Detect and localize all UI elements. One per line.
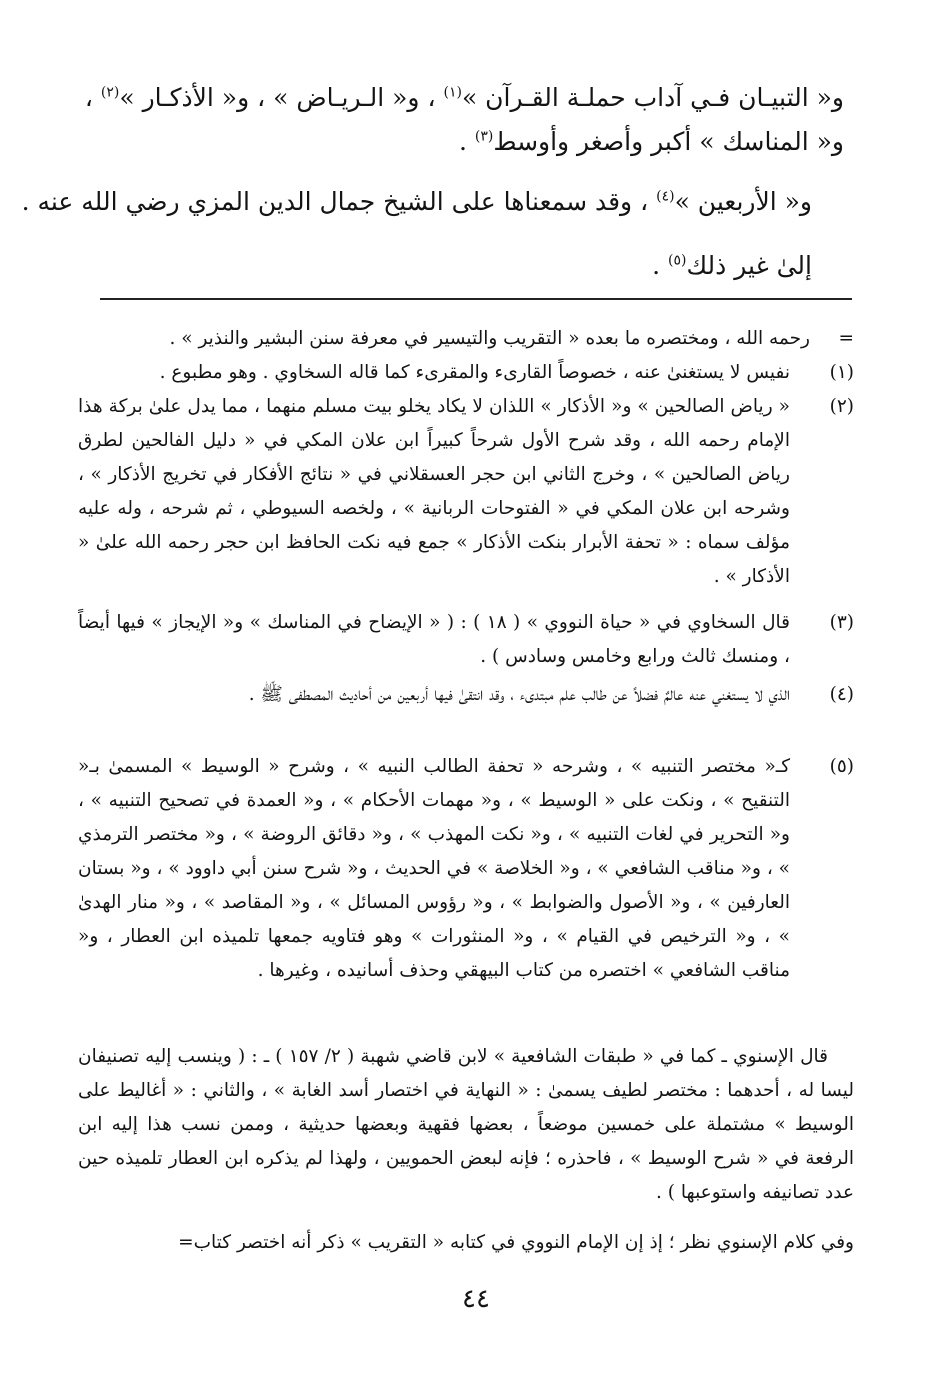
footnote-ref[interactable]: (٣) [474, 128, 494, 145]
footnote-number: = [838, 328, 854, 349]
main-text-segment: . [652, 251, 668, 280]
footnote-paragraph-continued: وفي كلام الإسنوي نظر ؛ إذ إن الإمام النووي في كتابه « التقريب » ذكر أنه اختصر كتاب= [178, 1232, 854, 1253]
footnote-number: (٤) [829, 684, 854, 705]
footnote-number: (٢) [829, 396, 854, 417]
footnote-ref[interactable]: (٢) [100, 84, 120, 101]
main-text-line-2 [100, 120, 844, 164]
main-text-segment: و« التبيـان فـي آداب حملـة القـرآن » [461, 83, 844, 112]
footnote-text: قال السخاوي في « حياة النووي » ( ١٨ ) : ( « الإيضاح في المناسك » و« الإيجاز » فيها أيضاً ، ومنسك ثالث ورابع وخامس وسادس ) . [78, 612, 790, 667]
footnote-text: رحمه الله ، ومختصره ما بعده « التقريب والتيسير في معرفة سنن البشير والنذير » . [169, 328, 810, 349]
footnote-ref[interactable]: (٥) [668, 252, 687, 269]
main-text-segment: . [458, 127, 475, 156]
main-text-segment: و« المناسك » أكبر وأصغر وأوسط [493, 127, 844, 156]
footnote-paragraph: قال الإسنوي ـ كما في « طبقات الشافعية » لابن قاضي شهبة ( ٢/ ١٥٧ ) ـ : ( وينسب إليه تصنيفان ليسا له ، أحدهما : مختصر لطيف يسمىٰ : « النهاية في اختصار أسد الغابة » ، والثاني : « أغاليط على الوسيط » مشتملة على خمسين موضعاً ، بعضها فقهية وبعضها حديثية ، وممن نسب هذا إليه ابن الرفعة في « شرح الوسيط » ، فاحذره ؛ فإنه لبعض الحمويين ، ولهذا لم يذكره ابن العطار تلميذه حين عدد تصانيفه واستوعبها ) . [78, 1046, 854, 1203]
page-number: ٤٤ [462, 1284, 490, 1314]
footnote-text: الذي لا يستغني عنه عالمٌ فضلاً عن طالب علم مبتدىء ، وقد انتقىٰ فيها أربعين من أحاديث المصطفى ﷺ . [248, 684, 790, 705]
footnote-text: كـ« مختصر التنبيه » ، وشرحه « تحفة الطالب النبيه » ، وشرح « الوسيط » المسمىٰ بـ« التنقيح » ، ونكت على « الوسيط » ، و« مهمات الأحكام » ، و« العمدة في تصحيح التنبيه » ، و« التحرير في لغات التنبيه » ، و« نكت المهذب » ، و« دقائق الروضة » ، و« مختصر الترمذي » ، و« مناقب الشافعي » ، و« الخلاصة » في الحديث ، و« شرح سنن أبي داوود » ، و« بستان العارفين » ، و« الأصول والضوابط » ، و« رؤوس المسائل » ، و« المقاصد » ، و« منار الهدىٰ » ، و« الترخيص في القيام » ، و« المنثورات » وهو فتاويه جمعها تلميذه ابن العطار ، و« مناقب الشافعي » اختصره من كتاب البيهقي وحذف أسانيده ، وغيرها . [78, 756, 790, 981]
footnote-separator [100, 298, 852, 300]
main-text-segment: و« الأربعين » [674, 187, 812, 216]
main-text-segment: ، [84, 83, 101, 112]
main-text-segment: ، وقد سمعناها على الشيخ جمال الدين المزي رضي الله عنه . [21, 187, 657, 216]
footnote-ref[interactable]: (١) [443, 84, 462, 101]
main-text-line-1 [84, 76, 844, 120]
main-text-segment: ، و« الـريـاض » ، و« الأذكـار » [119, 83, 444, 112]
footnote-number: (٥) [829, 756, 854, 777]
footnote-text: نفيس لا يستغنىٰ عنه ، خصوصاً القارىء والمقرىء كما قاله السخاوي . وهو مطبوع . [159, 362, 790, 383]
footnote-number: (١) [829, 362, 854, 383]
main-text-line-3 [21, 180, 812, 224]
footnote-number: (٣) [829, 612, 854, 633]
footnote-text: « رياض الصالحين » و« الأذكار » اللذان لا يكاد يخلو بيت مسلم منهما ، مما يدل علىٰ بركة هذا الإمام رحمه الله ، وقد شرح الأول شرحاً كبيراً ابن علان المكي في « دليل الفالحين لطرق رياض الصالحين » ، وخرج الثاني ابن حجر العسقلاني في « نتائج الأفكار في تخريج الأذكار » ، وشرحه ابن علان المكي في « الفتوحات الربانية » ، ولخصه السيوطي ، ثم شرحه ، وله عليه مؤلف سماه : « تحفة الأبرار بنكت الأذكار » جمع فيه نكت الحافظ ابن حجر رحمه الله علىٰ « الأذكار » . [78, 396, 790, 587]
footnote-ref[interactable]: (٤) [656, 188, 675, 205]
main-text-line-4 [100, 244, 812, 288]
main-text-segment: إلىٰ غير ذلك [686, 251, 812, 280]
